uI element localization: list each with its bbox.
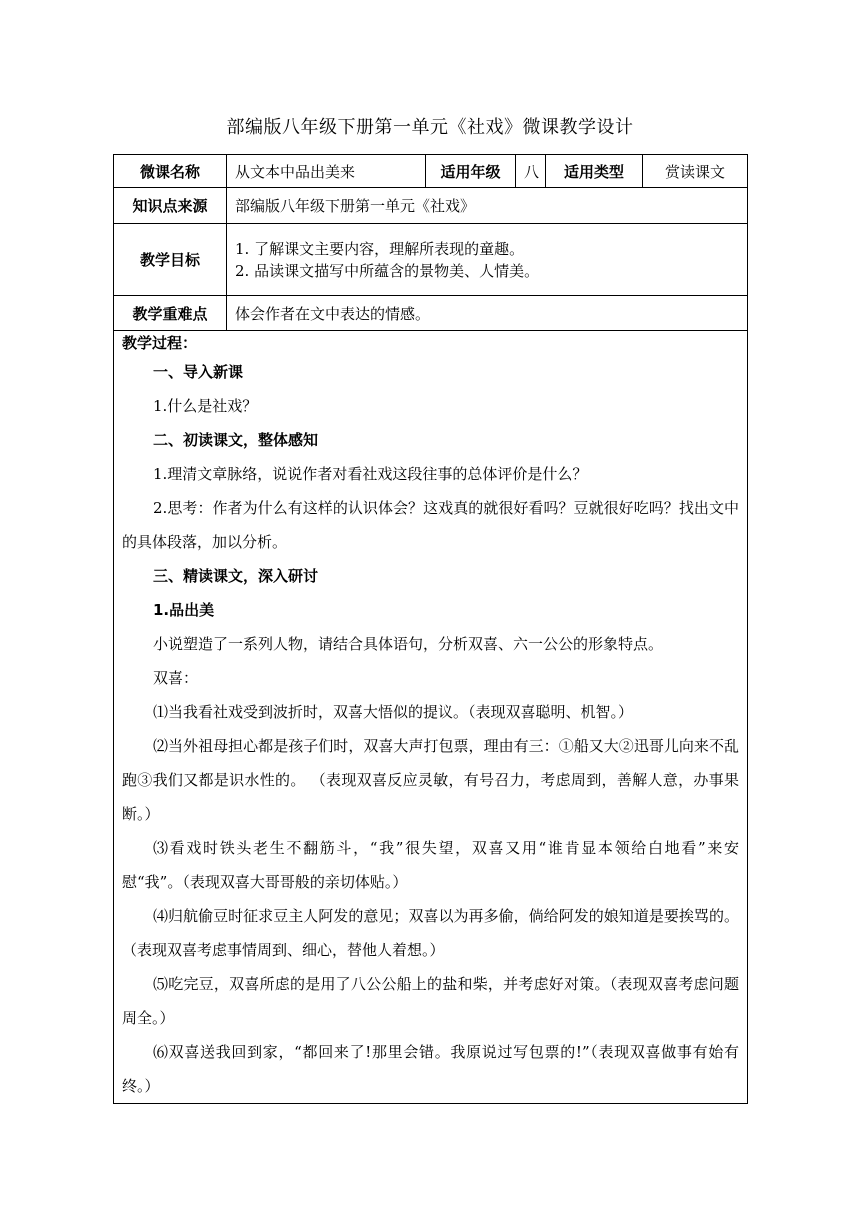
section-title: 三、精读课文，深入研讨 xyxy=(153,567,319,585)
goal-item: 1. 了解课文主要内容，理解所表现的童趣。 xyxy=(235,239,525,258)
list-item: ⑴当我看社戏受到波折时，双喜大悟似的提议。（表现双喜聪明、机智。） xyxy=(153,703,634,721)
goals-cell xyxy=(227,224,748,296)
goals-label: 教学目标 xyxy=(114,224,227,296)
subsection-title: 1.品出美 xyxy=(153,601,215,619)
paragraph: 小说塑造了一系列人物，请结合具体语句，分析双喜、六一公公的形象特点。 xyxy=(153,635,664,653)
process-label: 教学过程： xyxy=(122,334,198,352)
paragraph: 1.理清文章脉络，说说作者对看社戏这段往事的总体评价是什么？ xyxy=(153,465,588,483)
paragraph: 双喜： xyxy=(153,669,199,687)
key-difficulty-label: 教学重难点 xyxy=(114,296,227,331)
paragraph: 1.什么是社戏？ xyxy=(153,397,258,415)
table-row xyxy=(114,155,748,188)
table-row xyxy=(114,224,748,296)
teaching-process-cell xyxy=(114,331,748,1104)
list-item: ⑷归航偷豆时征求豆主人阿发的意见；双喜以为再多偷，倘给阿发的娘知道是要挨骂的。（表现双喜考虑事情周到、细心，替他人着想。） xyxy=(122,907,739,959)
section-title: 二、初读课文，整体感知 xyxy=(153,431,319,449)
table-row xyxy=(114,188,748,224)
list-item: ⑸吃完豆，双喜所虑的是用了八公公船上的盐和柴，并考虑好对策。（表现双喜考虑问题周全。） xyxy=(122,975,739,1027)
source-label: 知识点来源 xyxy=(114,188,227,224)
table-row xyxy=(114,296,748,331)
source-value: 部编版八年级下册第一单元《社戏》 xyxy=(227,188,748,224)
document-title: 部编版八年级下册第一单元《社戏》微课教学设计 xyxy=(226,117,634,138)
lesson-design-table xyxy=(113,154,748,1104)
type-value: 赏读课文 xyxy=(643,155,748,188)
grade-value: 八 xyxy=(516,155,546,188)
list-item: ⑶看戏时铁头老生不翻筋斗，“我”很失望，双喜又用“谁肯显本领给白地看”来安慰“我”。（表现双喜大哥哥般的亲切体贴。） xyxy=(122,839,739,891)
course-name-value: 从文本中品出美来 xyxy=(227,155,426,188)
paragraph: 2.思考：作者为什么有这样的认识体会？这戏真的就很好看吗？豆就很好吃吗？找出文中的具体段落，加以分析。 xyxy=(122,499,739,551)
section-title: 一、导入新课 xyxy=(153,363,244,381)
course-name-label: 微课名称 xyxy=(114,155,227,188)
key-difficulty-value: 体会作者在文中表达的情感。 xyxy=(227,296,748,331)
grade-label: 适用年级 xyxy=(426,155,516,188)
table-row xyxy=(114,331,748,1104)
type-label: 适用类型 xyxy=(546,155,643,188)
goal-item: 2. 品读课文描写中所蕴含的景物美、人情美。 xyxy=(235,261,540,280)
list-item: ⑹双喜送我回到家，“都回来了!那里会错。我原说过写包票的!”（表现双喜做事有始有终。） xyxy=(122,1043,739,1095)
list-item: ⑵当外祖母担心都是孩子们时，双喜大声打包票，理由有三：①船又大②迅哥儿向来不乱跑③我们又都是识水性的。 （表现双喜反应灵敏，有号召力，考虑周到，善解人意，办事果断。） xyxy=(122,737,739,823)
